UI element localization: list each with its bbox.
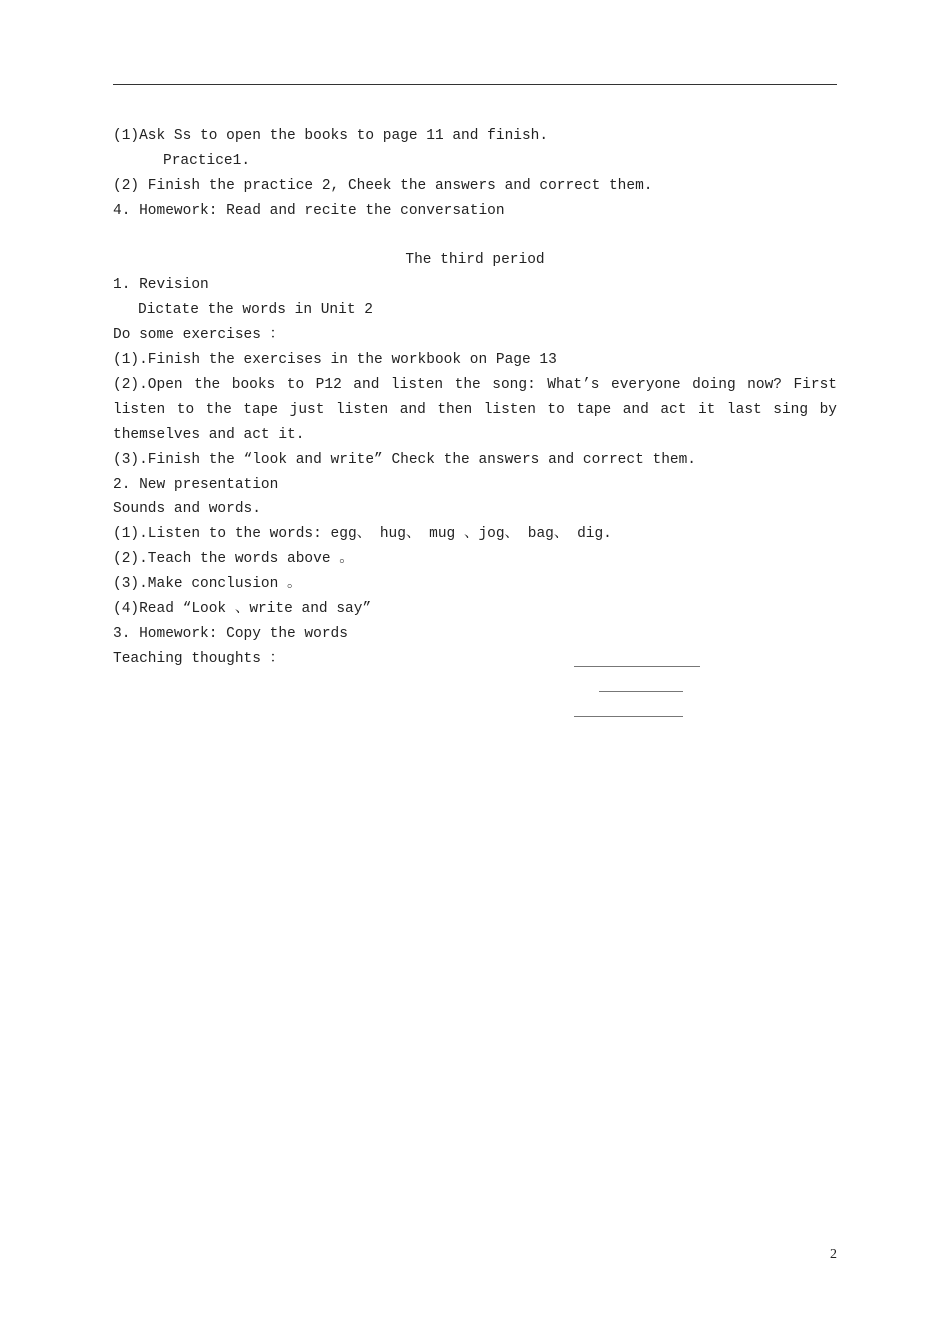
homework-copy: 3. Homework: Copy the words <box>113 625 348 642</box>
document-body <box>113 124 837 672</box>
revision-dictate: Dictate the words in Unit 2 <box>138 302 373 319</box>
page-number: 2 <box>830 1247 837 1262</box>
make-conclusion: (3).Make conclusion 。 <box>113 576 302 593</box>
section-heading: The third period <box>405 252 545 269</box>
spacer <box>113 224 837 249</box>
exercise-song-line-3: themselves and act it. <box>113 426 305 443</box>
exercises-heading: Do some exercises ： <box>113 327 285 344</box>
exercise-look-write: (3).Finish the “look and write” Check the answers and correct them. <box>113 451 696 468</box>
step-practice-1: Practice1. <box>163 152 251 169</box>
teaching-thoughts-blank-1 <box>574 666 700 667</box>
teaching-thoughts-blank-2 <box>599 691 683 692</box>
read-look-write-say: (4)Read “Look 、write and say” <box>113 600 372 617</box>
teaching-thoughts-blank-3 <box>574 716 683 717</box>
step-practice-2: (2) Finish the practice 2, Cheek the answers and correct them. <box>113 177 653 194</box>
exercise-song-line-1: (2).Open the books to P12 and listen the song: What’s everyone doing now? First <box>113 376 837 393</box>
listen-words: (1).Listen to the words: egg、 hug、 mug 、jog、 bag、 dig. <box>113 526 612 543</box>
exercise-song-line-2: listen to the tape just listen and then listen to tape and act it last sing by <box>113 401 837 418</box>
teaching-thoughts-label: Teaching thoughts ： <box>113 650 285 667</box>
sounds-words: Sounds and words. <box>113 501 261 518</box>
revision-heading: 1. Revision <box>113 277 209 294</box>
header-rule <box>113 84 837 85</box>
exercise-workbook: (1).Finish the exercises in the workbook on Page 13 <box>113 352 557 369</box>
homework-recite: 4. Homework: Read and recite the conversation <box>113 202 505 219</box>
step-open-books: (1)Ask Ss to open the books to page 11 and finish. <box>113 128 549 144</box>
presentation-heading: 2. New presentation <box>113 476 279 493</box>
teach-words: (2).Teach the words above 。 <box>113 551 354 568</box>
